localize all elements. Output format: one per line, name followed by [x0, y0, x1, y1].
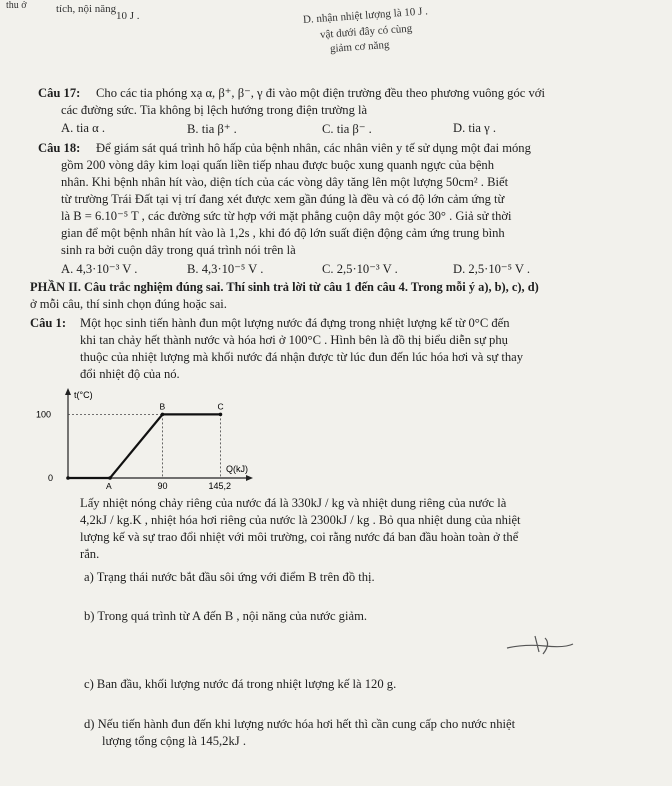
- x-axis-label: Q(kJ): [226, 464, 248, 474]
- header-fragment: 10 J .: [116, 10, 140, 22]
- q18-option-a: A. 4,3·10⁻³ V .: [61, 262, 138, 276]
- header-fragment: giảm cơ năng: [329, 38, 390, 55]
- q17-option-c: C. tia β⁻ .: [322, 122, 372, 136]
- q1-after-line: 4,2kJ / kg.K , nhiệt hóa hơi riêng của nước là 2300kJ / kg . Bỏ qua nhiệt dung của nhiệt: [80, 513, 521, 527]
- q17-option-b: B. tia β⁺ .: [187, 122, 237, 136]
- q18-option-b: B. 4,3·10⁻⁵ V .: [187, 262, 264, 276]
- q18-line: là B = 6.10⁻⁵ T , các đường sức từ hợp với mặt phẳng cuộn dây một góc 30° . Giả sử thời: [61, 209, 512, 223]
- x-tick-label: 90: [157, 481, 168, 491]
- y-axis-arrow: [65, 388, 71, 395]
- q17-label: Câu 17:: [38, 86, 81, 100]
- header-fragment: vật dưới đây có cùng: [319, 22, 413, 41]
- q1-line: đổi nhiệt độ của nó.: [80, 367, 180, 381]
- q18-line: gồm 200 vòng dây kim loại quấn liền tiếp nhau được buộc xung quanh ngực của bệnh: [61, 158, 495, 172]
- data-point: [219, 413, 223, 417]
- q1-label: Câu 1:: [30, 316, 67, 330]
- q1-after-line: rắn.: [80, 547, 100, 561]
- point-label-a: A: [106, 481, 112, 491]
- data-point: [161, 413, 165, 417]
- statement-d-cont: lượng tổng cộng là 145,2kJ .: [102, 734, 246, 748]
- point-label-b: B: [159, 401, 166, 412]
- origin-label: 0: [48, 473, 54, 483]
- q17-line: Cho các tia phóng xạ α, β⁺, β⁻, γ đi vào một điện trường đều theo phương vuông góc với: [96, 86, 545, 100]
- heating-curve-line: [68, 414, 220, 478]
- q18-line: từ trường Trái Đất tại vị trí đang xét được xem gần đúng là đều và có độ lớn cảm ứng từ: [61, 192, 505, 206]
- point-label-c: C: [217, 401, 224, 412]
- y-axis-label: t(°C): [74, 390, 93, 400]
- x-tick-label: 145,2: [208, 481, 231, 491]
- statement-d: d) Nếu tiến hành đun đến khi lượng nước hóa hơi hết thì cần cung cấp cho nước nhiệt: [84, 717, 516, 731]
- q17-option-d: D. tia γ .: [453, 121, 496, 135]
- data-point: [66, 476, 70, 480]
- header-fragment: tích, nội năng: [56, 3, 117, 15]
- q1-line: khi tan chảy hết thành nước và hóa hơi ở 100°C . Hình bên là đồ thị biểu diễn sự phụ: [80, 333, 508, 347]
- q18-option-d: D. 2,5·10⁻⁵ V .: [453, 262, 531, 276]
- data-point: [108, 476, 112, 480]
- header-fragment: D. nhận nhiệt lượng là 10 J .: [302, 5, 429, 26]
- y-tick-label: 100: [36, 409, 52, 420]
- statement-c: c) Ban đầu, khối lượng nước đá trong nhiệt lượng kế là 120 g.: [84, 677, 397, 691]
- part2-instruction: ở mỗi câu, thí sinh chọn đúng hoặc sai.: [30, 297, 227, 311]
- statement-b: b) Trong quá trình từ A đến B , nội năng của nước giảm.: [84, 609, 368, 623]
- header-fragment: thu ở: [6, 0, 27, 11]
- q17-option-a: A. tia α .: [61, 121, 106, 135]
- temperature-heat-chart: [26, 386, 266, 494]
- q18-option-c: C. 2,5·10⁻³ V .: [322, 262, 398, 276]
- q18-line: gian để một bệnh nhân hít vào là 1,2s , khi đó độ lớn suất điện động cảm ứng trung bình: [61, 226, 505, 240]
- statement-a: a) Trạng thái nước bắt đầu sôi ứng với điểm B trên đồ thị.: [84, 570, 375, 584]
- q1-after-line: Lấy nhiệt nóng chảy riêng của nước đá là 330kJ / kg và nhiệt dung riêng của nước là: [80, 496, 507, 510]
- pen-scribble-mark: [505, 630, 575, 660]
- q1-line: Một học sinh tiến hành đun một lượng nước đá đựng trong nhiệt lượng kế từ 0°C đến: [80, 316, 510, 330]
- q18-line: nhân. Khi bệnh nhân hít vào, diện tích của các vòng dây tăng lên một lượng 50cm² . Biết: [61, 175, 509, 189]
- q1-after-line: lượng kế và sự trao đổi nhiệt với môi trường, coi rằng nước đá ban đầu hoàn toàn ở thể: [80, 530, 519, 544]
- q18-line: sinh ra bởi cuộn dây trong quá trình nói trên là: [61, 243, 296, 257]
- q1-line: thuộc của nhiệt lượng mà khối nước đá nhận được từ lúc đun đến lúc hóa hơi và sự thay: [80, 350, 524, 364]
- part2-heading: PHẦN II. Câu trắc nghiệm đúng sai. Thí sinh trả lời từ câu 1 đến câu 4. Trong mỗi ý a), b), c), d): [30, 280, 539, 294]
- q18-label: Câu 18:: [38, 141, 81, 155]
- q17-line: các đường sức. Tia không bị lệch hướng trong điện trường là: [61, 103, 368, 117]
- x-axis-arrow: [246, 475, 253, 481]
- q18-line: Để giám sát quá trình hô hấp của bệnh nhân, các nhân viên y tế sử dụng một đai móng: [96, 141, 531, 155]
